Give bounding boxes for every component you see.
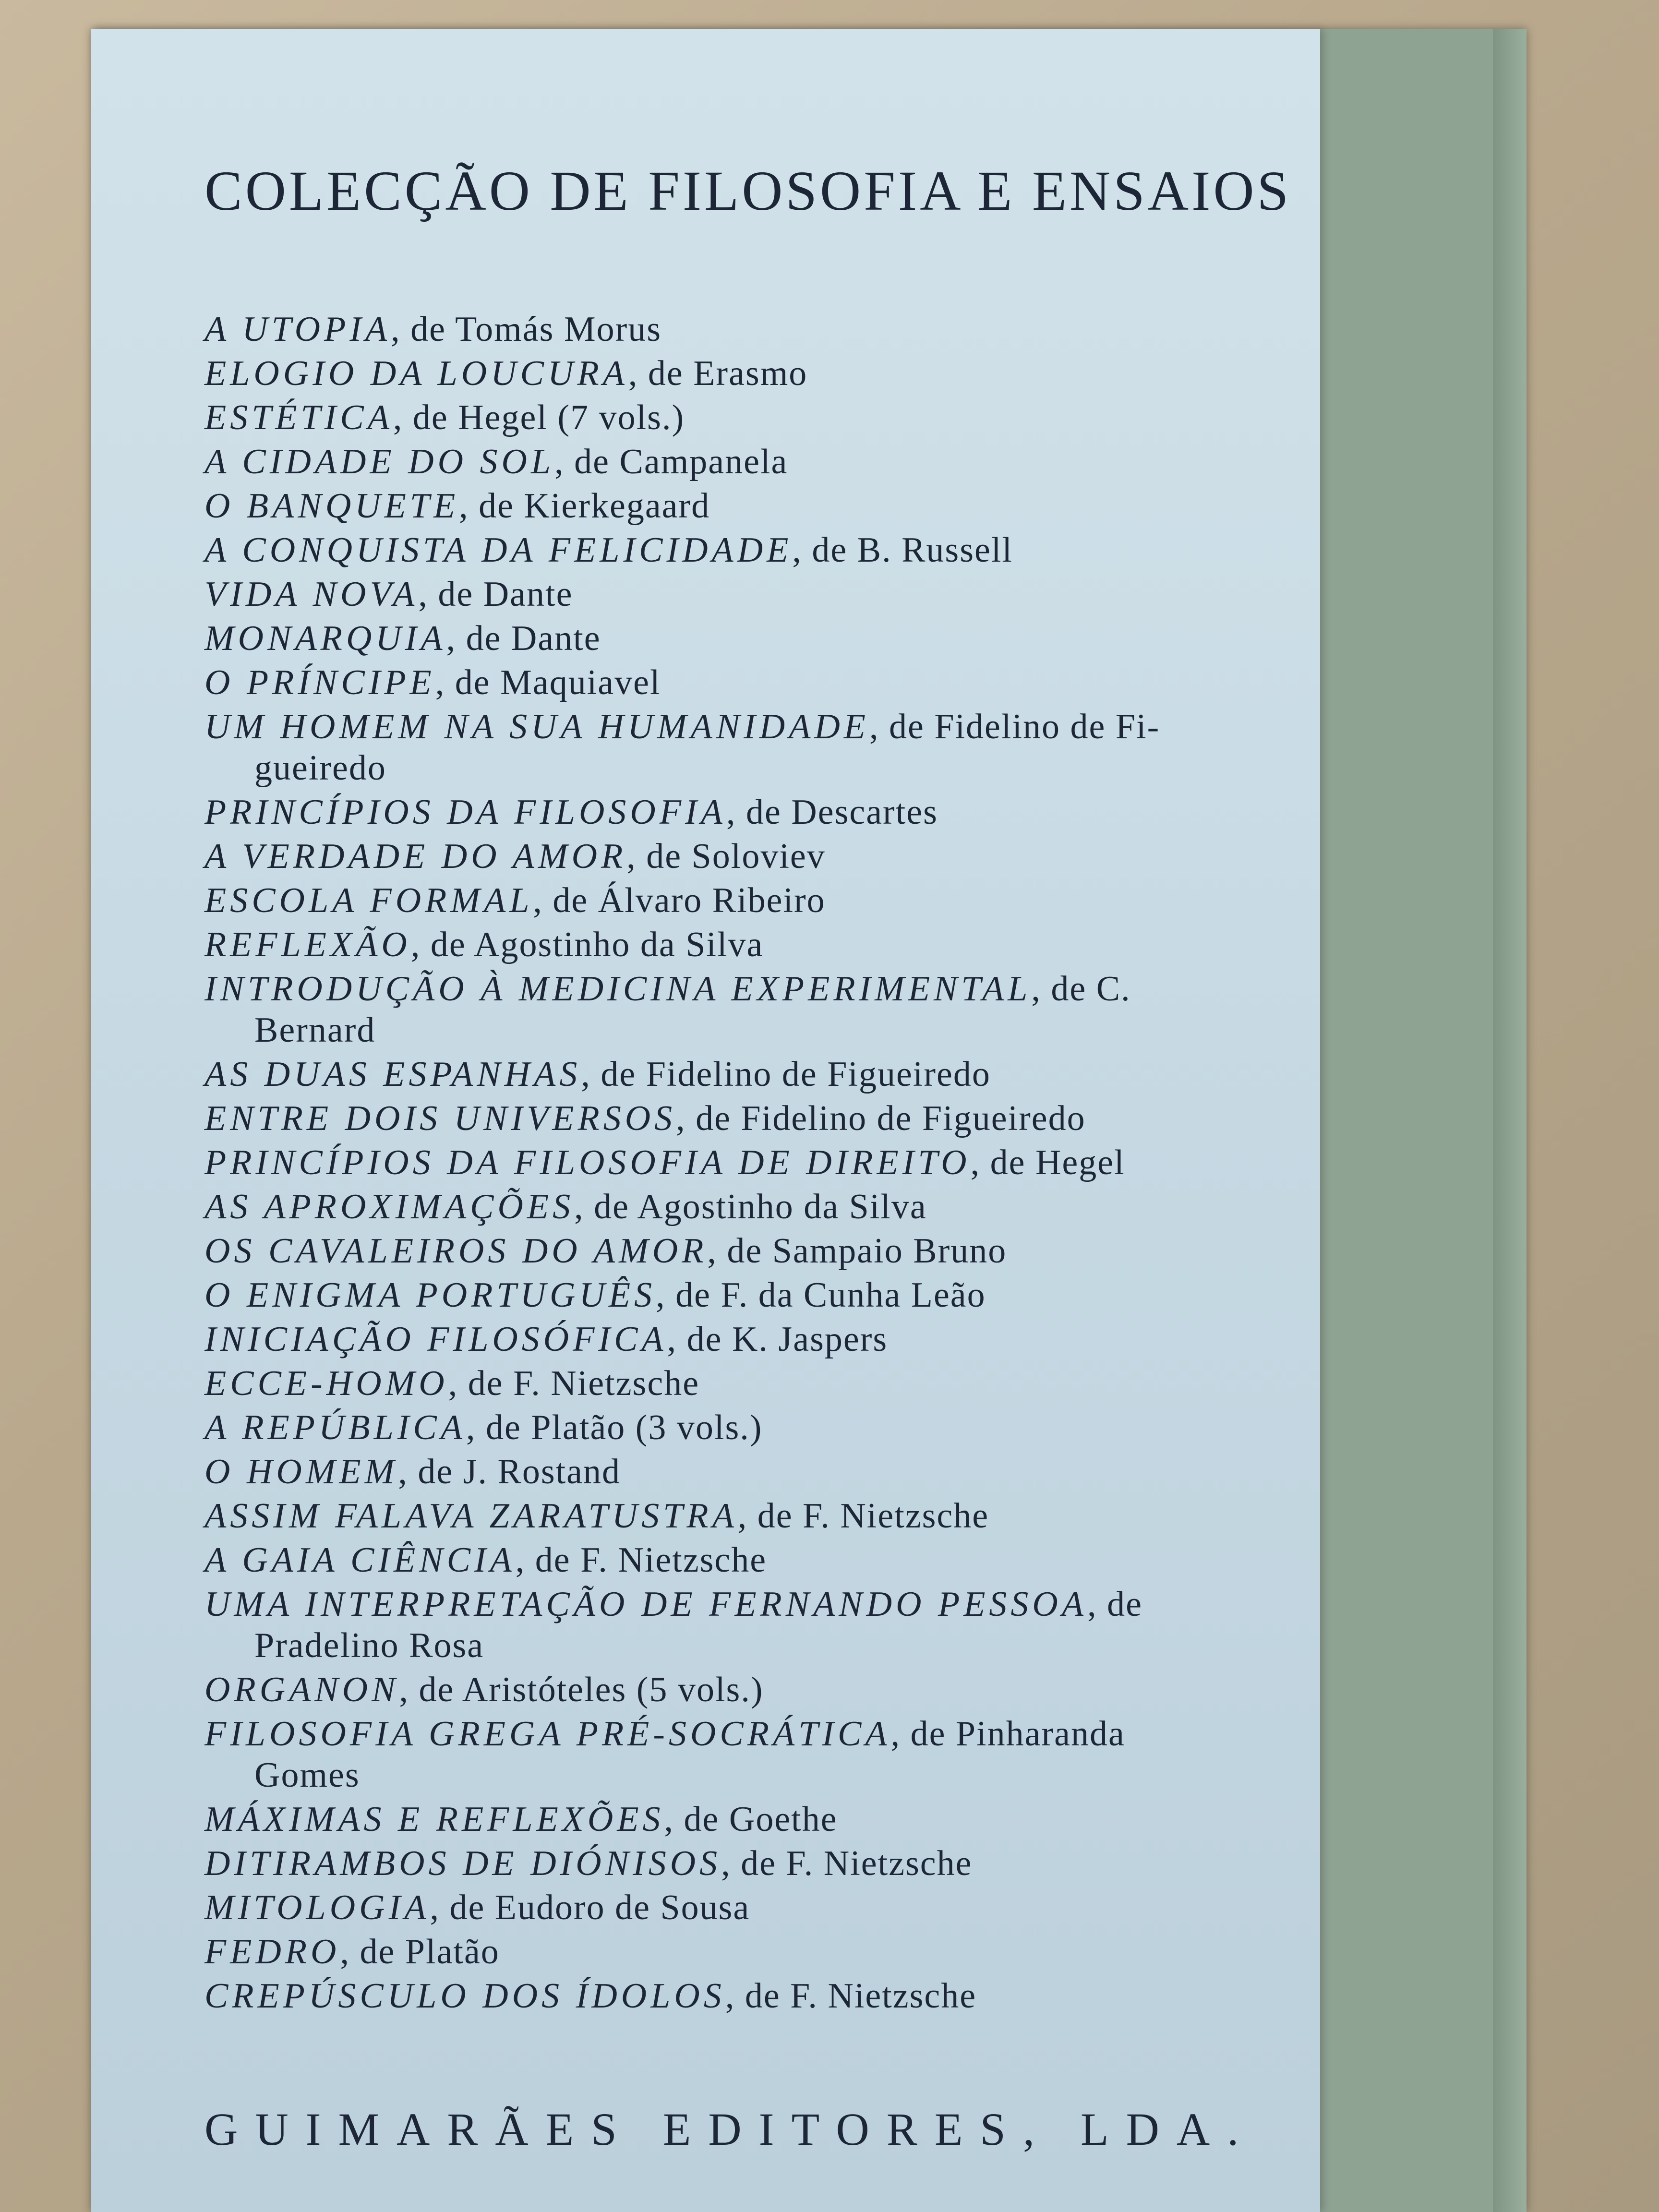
work-title: PRINCÍPIOS DA FILOSOFIA DE DIREITO — [204, 1143, 971, 1182]
title-entry — [204, 1317, 1328, 1361]
work-title: ESCOLA FORMAL — [204, 881, 533, 920]
work-title: MITOLOGIA — [204, 1888, 430, 1927]
work-author: , de F. Nietzsche — [721, 1844, 973, 1883]
work-title: PRINCÍPIOS DA FILOSOFIA — [204, 793, 726, 832]
work-author: , de Fidelino de Figueiredo — [581, 1055, 991, 1094]
work-author: , de Agostinho da Silva — [410, 925, 764, 964]
title-entry — [204, 705, 1328, 790]
work-title: AS APROXIMAÇÕES — [204, 1187, 575, 1226]
title-entry — [204, 1582, 1328, 1668]
work-title: UMA INTERPRETAÇÃO DE FERNANDO PESSOA — [204, 1585, 1088, 1624]
work-author: , de Álvaro Ribeiro — [533, 881, 826, 920]
work-title: CREPÚSCULO DOS ÍDOLOS — [204, 1976, 725, 2016]
title-entry — [204, 1668, 1328, 1712]
work-title: UM HOMEM NA SUA HUMANIDADE — [204, 707, 869, 746]
work-title: ECCE-HOMO — [204, 1364, 448, 1403]
work-author: , de Agostinho da Silva — [574, 1187, 927, 1226]
work-author-continuation: Gomes — [254, 1755, 360, 1795]
title-entry — [204, 1229, 1328, 1273]
work-author: , de Soloviev — [626, 837, 826, 876]
work-title: MÁXIMAS E REFLEXÕES — [204, 1800, 664, 1839]
work-title: O BANQUETE — [204, 486, 459, 526]
title-entry — [204, 440, 1328, 484]
title-entry — [204, 1450, 1328, 1494]
work-title: ASSIM FALAVA ZARATUSTRA — [204, 1496, 738, 1536]
book-back-cover — [91, 29, 1527, 2212]
work-author: , de Dante — [418, 575, 573, 614]
title-entry — [204, 1096, 1328, 1141]
work-title: O HOMEM — [204, 1452, 398, 1491]
title-entry — [204, 1052, 1328, 1096]
work-title: DITIRAMBOS DE DIÓNISOS — [204, 1844, 721, 1883]
title-entry — [204, 1712, 1328, 1797]
work-author: , de Platão (3 vols.) — [466, 1408, 763, 1447]
title-list — [204, 307, 1328, 2018]
title-entry — [204, 396, 1328, 440]
work-title: AS DUAS ESPANHAS — [204, 1055, 581, 1094]
work-author: , de Pinharanda — [890, 1714, 1125, 1754]
work-title: OS CAVALEIROS DO AMOR — [204, 1231, 708, 1271]
title-entry — [204, 1797, 1328, 1841]
work-author: , de Tomás Morus — [391, 310, 662, 349]
work-author: , de F. da Cunha Leão — [656, 1275, 986, 1315]
work-author: , de Erasmo — [628, 354, 808, 393]
title-entry — [204, 1185, 1328, 1229]
title-entry — [204, 1886, 1328, 1930]
back-page — [91, 29, 1320, 2212]
work-title: INTRODUÇÃO À MEDICINA EXPERIMENTAL — [204, 969, 1032, 1009]
work-author: , de F. Nietzsche — [737, 1496, 989, 1536]
work-author-continuation: gueiredo — [254, 748, 386, 788]
title-entry — [204, 1930, 1328, 1974]
title-entry — [204, 1361, 1328, 1406]
work-author: , de Fidelino de Fi- — [869, 707, 1160, 746]
title-entry — [204, 307, 1328, 351]
work-author: , de J. Rostand — [398, 1452, 621, 1491]
title-entry — [204, 661, 1328, 705]
work-author: , de Eudoro de Sousa — [430, 1888, 750, 1927]
work-author: , de Sampaio Bruno — [707, 1231, 1007, 1271]
work-author: , de Fidelino de Figueiredo — [676, 1099, 1086, 1138]
work-author: , de Hegel (7 vols.) — [393, 398, 685, 437]
work-author: , de Kierkegaard — [459, 486, 710, 526]
title-entry — [204, 834, 1328, 878]
work-title: ORGANON — [204, 1670, 399, 1709]
work-title: A VERDADE DO AMOR — [204, 837, 627, 876]
work-title: ESTÉTICA — [204, 398, 393, 437]
work-title: INICIAÇÃO FILOSÓFICA — [204, 1320, 667, 1359]
title-entry — [204, 1841, 1328, 1886]
publisher-name: GUIMARÃES EDITORES, LDA. — [204, 2104, 1256, 2155]
title-entry — [204, 967, 1328, 1052]
title-entry — [204, 790, 1328, 834]
work-author: , de F. Nietzsche — [515, 1540, 767, 1580]
work-title: A REPÚBLICA — [204, 1408, 466, 1447]
work-author: , de F. Nietzsche — [448, 1364, 700, 1403]
work-author: , de Goethe — [664, 1800, 838, 1839]
title-entry — [204, 484, 1328, 528]
work-author: , de Hegel — [970, 1143, 1125, 1182]
work-author-continuation: Pradelino Rosa — [254, 1626, 484, 1665]
title-entry — [204, 1141, 1328, 1185]
work-title: VIDA NOVA — [204, 575, 419, 614]
work-author-continuation: Bernard — [254, 1010, 376, 1050]
title-entry — [204, 528, 1328, 572]
work-title: REFLEXÃO — [204, 925, 411, 964]
work-author: , de — [1087, 1585, 1142, 1624]
work-title: O ENIGMA PORTUGUÊS — [204, 1275, 656, 1315]
work-title: MONARQUIA — [204, 619, 446, 658]
work-author: , de Campanela — [554, 442, 788, 481]
title-entry — [204, 351, 1328, 396]
work-title: FEDRO — [204, 1932, 340, 1972]
title-entry — [204, 1974, 1328, 2018]
work-author: , de F. Nietzsche — [725, 1976, 977, 2016]
work-title: ENTRE DOIS UNIVERSOS — [204, 1099, 676, 1138]
title-entry — [204, 572, 1328, 616]
work-author: , de Maquiavel — [435, 663, 661, 702]
book-cover-edge — [1493, 29, 1527, 2212]
work-author: , de Dante — [446, 619, 601, 658]
work-title: A UTOPIA — [204, 310, 391, 349]
work-title: A CIDADE DO SOL — [204, 442, 555, 481]
title-entry — [204, 1273, 1328, 1317]
work-author: , de B. Russell — [792, 530, 1013, 570]
work-title: A CONQUISTA DA FELICIDADE — [204, 530, 793, 570]
title-entry — [204, 878, 1328, 923]
title-entry — [204, 923, 1328, 967]
work-author: , de C. — [1031, 969, 1131, 1009]
title-entry — [204, 616, 1328, 661]
work-title: A GAIA CIÊNCIA — [204, 1540, 516, 1580]
title-entry — [204, 1494, 1328, 1538]
work-title: FILOSOFIA GREGA PRÉ-SOCRÁTICA — [204, 1714, 891, 1754]
work-author: , de Aristóteles (5 vols.) — [399, 1670, 764, 1709]
work-author: , de Platão — [340, 1932, 500, 1972]
work-title: ELOGIO DA LOUCURA — [204, 354, 628, 393]
title-entry — [204, 1406, 1328, 1450]
work-author: , de Descartes — [726, 793, 938, 832]
title-entry — [204, 1538, 1328, 1582]
collection-title: COLECÇÃO DE FILOSOFIA E ENSAIOS — [204, 159, 1292, 222]
work-title: O PRÍNCIPE — [204, 663, 435, 702]
work-author: , de K. Jaspers — [667, 1320, 888, 1359]
